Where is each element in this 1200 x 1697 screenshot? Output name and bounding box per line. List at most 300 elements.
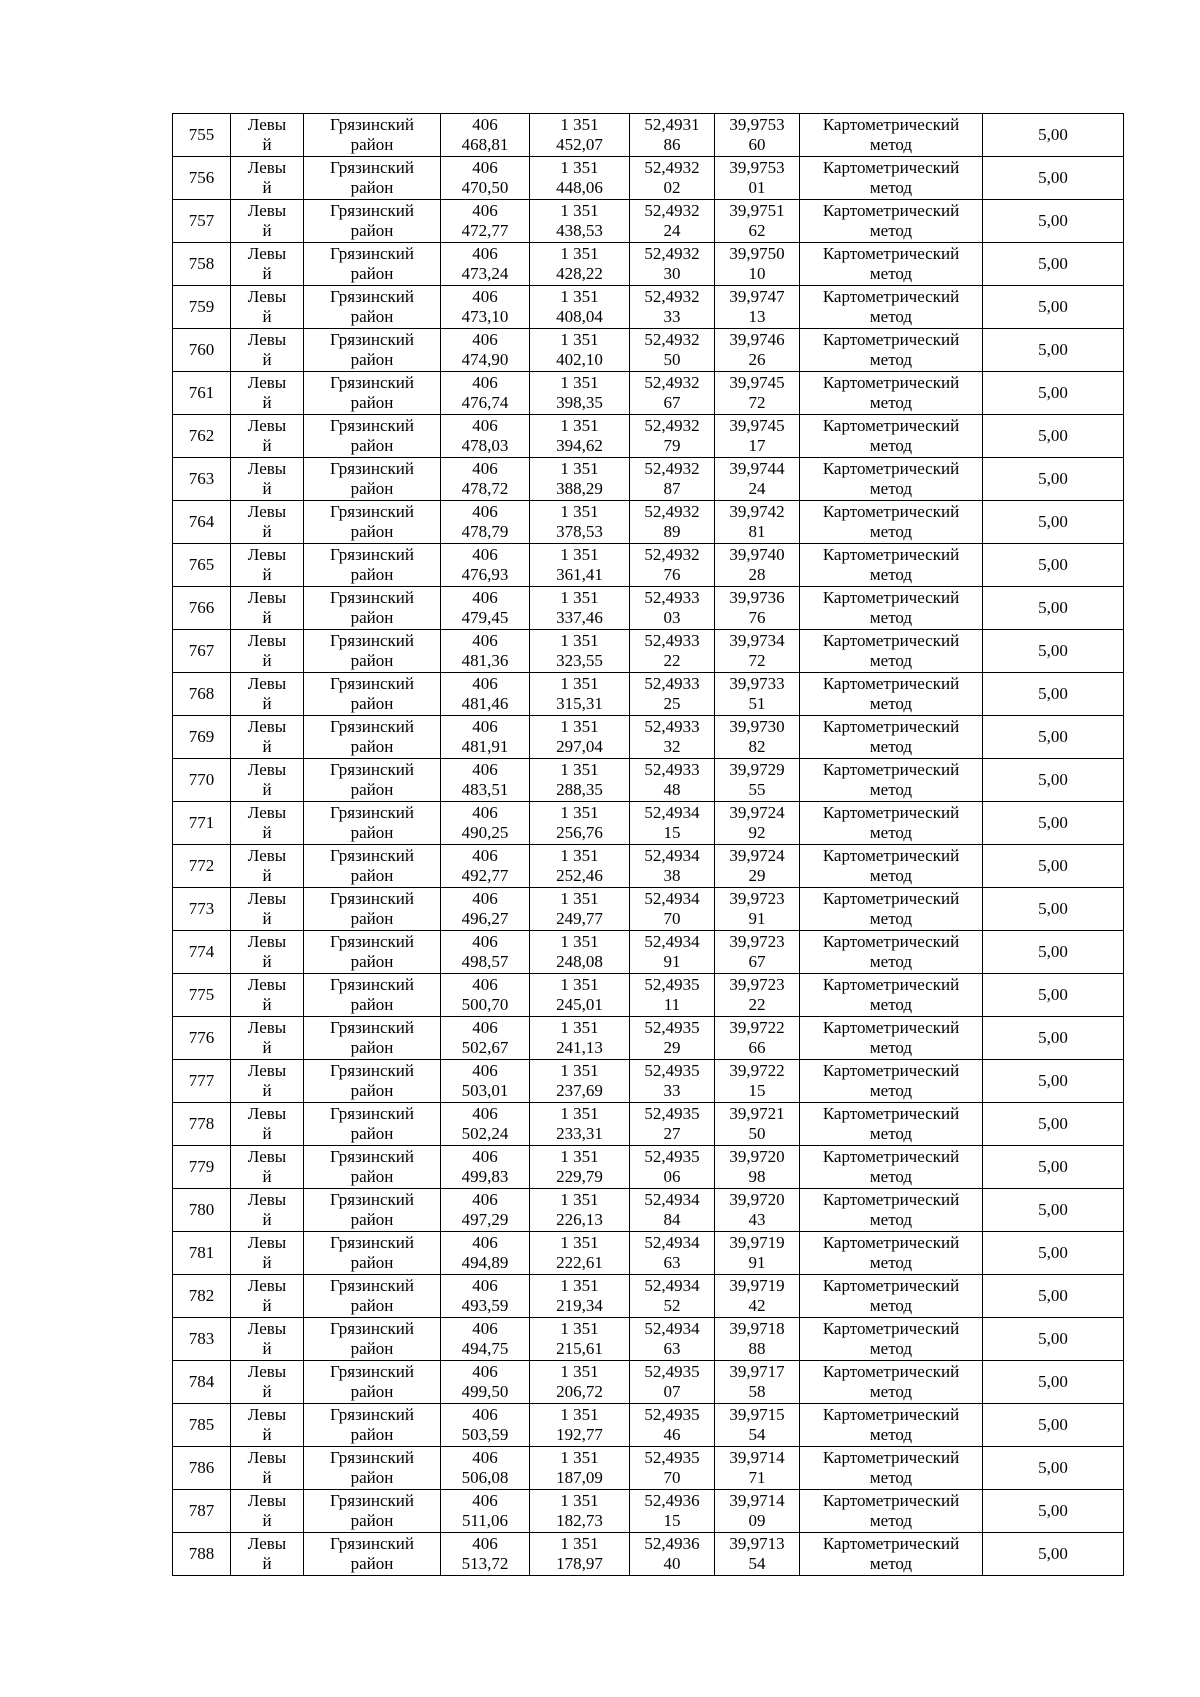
latitude-cell-text: 52,4935	[644, 1448, 700, 1467]
side-cell-text: й	[262, 1425, 272, 1444]
accuracy-cell	[983, 200, 1124, 243]
y-coordinate-cell-text: 1 351	[560, 1018, 599, 1037]
method-cell-text: метод	[869, 1081, 913, 1100]
y-coordinate-cell	[530, 802, 630, 845]
x-coordinate-cell-text: 406	[472, 244, 498, 263]
latitude-cell-text: 52,4936	[644, 1534, 700, 1553]
district-cell-text: Грязинский	[330, 1190, 414, 1209]
longitude-cell-text: 39,9744	[729, 459, 785, 478]
district-cell-text: район	[350, 178, 394, 197]
latitude-cell-text: 52,4931	[644, 115, 700, 134]
method-cell	[800, 544, 983, 587]
longitude-cell-text: 24	[748, 479, 766, 498]
table-row	[173, 200, 1124, 243]
district-cell	[304, 587, 441, 630]
longitude-cell-text: 50	[748, 1124, 766, 1143]
longitude-cell-text: 39,9745	[729, 373, 785, 392]
x-coordinate-cell-text: 406	[472, 287, 498, 306]
district-cell	[304, 1404, 441, 1447]
method-cell-text: метод	[869, 694, 913, 713]
side-cell	[231, 544, 304, 587]
longitude-cell-text: 39,9740	[729, 545, 785, 564]
longitude-cell	[715, 974, 800, 1017]
longitude-cell	[715, 587, 800, 630]
accuracy-cell	[983, 1361, 1124, 1404]
table-row	[173, 1146, 1124, 1189]
side-cell-text: Левы	[247, 287, 287, 306]
longitude-cell-text: 88	[748, 1339, 766, 1358]
method-cell-text: Картометрический	[822, 502, 960, 521]
latitude-cell-text: 07	[663, 1382, 681, 1401]
district-cell	[304, 200, 441, 243]
accuracy-cell	[983, 1060, 1124, 1103]
accuracy-cell-text: 5,00	[1038, 426, 1068, 445]
accuracy-cell	[983, 974, 1124, 1017]
latitude-cell	[630, 1490, 715, 1533]
point-number-cell-text: 773	[188, 899, 215, 918]
longitude-cell-text: 43	[748, 1210, 766, 1229]
latitude-cell-text: 32	[663, 737, 681, 756]
side-cell	[231, 1361, 304, 1404]
x-coordinate-cell-text: 406	[472, 975, 498, 994]
accuracy-cell-text: 5,00	[1038, 1071, 1068, 1090]
y-coordinate-cell-text: 1 351	[560, 889, 599, 908]
table-row	[173, 802, 1124, 845]
x-coordinate-cell-text: 476,93	[461, 565, 509, 584]
side-cell	[231, 888, 304, 931]
x-coordinate-cell	[441, 1490, 530, 1533]
latitude-cell-text: 52,4934	[644, 1276, 700, 1295]
point-number-cell-text: 775	[188, 985, 215, 1004]
longitude-cell-text: 39,9750	[729, 244, 785, 263]
x-coordinate-cell-text: 406	[472, 631, 498, 650]
accuracy-cell-text: 5,00	[1038, 1114, 1068, 1133]
side-cell	[231, 243, 304, 286]
side-cell-text: й	[262, 909, 272, 928]
longitude-cell	[715, 329, 800, 372]
accuracy-cell	[983, 587, 1124, 630]
point-number-cell	[173, 1318, 231, 1361]
longitude-cell	[715, 1318, 800, 1361]
y-coordinate-cell	[530, 630, 630, 673]
district-cell	[304, 759, 441, 802]
latitude-cell	[630, 974, 715, 1017]
table-row	[173, 587, 1124, 630]
latitude-cell-text: 52,4932	[644, 330, 700, 349]
accuracy-cell-text: 5,00	[1038, 684, 1068, 703]
longitude-cell-text: 39,9718	[729, 1319, 785, 1338]
x-coordinate-cell-text: 478,79	[461, 522, 509, 541]
side-cell-text: Левы	[247, 1319, 287, 1338]
side-cell-text: й	[262, 1038, 272, 1057]
district-cell-text: Грязинский	[330, 1233, 414, 1252]
y-coordinate-cell	[530, 1146, 630, 1189]
point-number-cell-text: 772	[188, 856, 215, 875]
longitude-cell-text: 39,9734	[729, 631, 785, 650]
side-cell-text: Левы	[247, 889, 287, 908]
method-cell-text: метод	[869, 1124, 913, 1143]
latitude-cell	[630, 544, 715, 587]
x-coordinate-cell	[441, 759, 530, 802]
x-coordinate-cell	[441, 1103, 530, 1146]
x-coordinate-cell	[441, 1275, 530, 1318]
side-cell	[231, 415, 304, 458]
latitude-cell-text: 11	[663, 995, 681, 1014]
accuracy-cell	[983, 630, 1124, 673]
x-coordinate-cell-text: 483,51	[461, 780, 509, 799]
point-number-cell	[173, 1232, 231, 1275]
longitude-cell	[715, 1146, 800, 1189]
point-number-cell-text: 779	[188, 1157, 215, 1176]
method-cell-text: метод	[869, 952, 913, 971]
latitude-cell	[630, 630, 715, 673]
side-cell-text: й	[262, 522, 272, 541]
longitude-cell	[715, 759, 800, 802]
accuracy-cell	[983, 1447, 1124, 1490]
district-cell	[304, 1490, 441, 1533]
longitude-cell-text: 10	[748, 264, 766, 283]
point-number-cell-text: 763	[188, 469, 215, 488]
district-cell	[304, 1533, 441, 1576]
x-coordinate-cell-text: 406	[472, 1405, 498, 1424]
y-coordinate-cell	[530, 1490, 630, 1533]
longitude-cell-text: 39,9722	[729, 1061, 785, 1080]
side-cell-text: Левы	[247, 1104, 287, 1123]
method-cell-text: Картометрический	[822, 1190, 960, 1209]
method-cell-text: Картометрический	[822, 158, 960, 177]
x-coordinate-cell-text: 406	[472, 1319, 498, 1338]
x-coordinate-cell-text: 406	[472, 502, 498, 521]
method-cell-text: Картометрический	[822, 1534, 960, 1553]
y-coordinate-cell-text: 1 351	[560, 459, 599, 478]
method-cell-text: метод	[869, 823, 913, 842]
side-cell-text: Левы	[247, 588, 287, 607]
district-cell-text: район	[350, 264, 394, 283]
point-number-cell-text: 769	[188, 727, 215, 746]
table-row	[173, 716, 1124, 759]
district-cell	[304, 243, 441, 286]
point-number-cell-text: 781	[188, 1243, 215, 1262]
accuracy-cell	[983, 1404, 1124, 1447]
x-coordinate-cell	[441, 544, 530, 587]
x-coordinate-cell-text: 479,45	[461, 608, 509, 627]
method-cell-text: Картометрический	[822, 1061, 960, 1080]
longitude-cell	[715, 1232, 800, 1275]
method-cell-text: Картометрический	[822, 1233, 960, 1252]
side-cell	[231, 845, 304, 888]
y-coordinate-cell-text: 323,55	[556, 651, 603, 670]
latitude-cell-text: 76	[663, 565, 681, 584]
side-cell	[231, 673, 304, 716]
point-number-cell	[173, 673, 231, 716]
side-cell-text: Левы	[247, 1362, 287, 1381]
method-cell-text: Картометрический	[822, 1104, 960, 1123]
latitude-cell	[630, 1060, 715, 1103]
district-cell-text: район	[350, 1296, 394, 1315]
x-coordinate-cell	[441, 673, 530, 716]
side-cell-text: Левы	[247, 1276, 287, 1295]
district-cell	[304, 1146, 441, 1189]
x-coordinate-cell	[441, 1146, 530, 1189]
x-coordinate-cell	[441, 1361, 530, 1404]
method-cell-text: Картометрический	[822, 1491, 960, 1510]
longitude-cell	[715, 1533, 800, 1576]
point-number-cell-text: 770	[188, 770, 215, 789]
y-coordinate-cell	[530, 1533, 630, 1576]
x-coordinate-cell-text: 406	[472, 846, 498, 865]
district-cell-text: район	[350, 1167, 394, 1186]
method-cell-text: Картометрический	[822, 1362, 960, 1381]
y-coordinate-cell	[530, 587, 630, 630]
longitude-cell	[715, 1490, 800, 1533]
latitude-cell	[630, 415, 715, 458]
y-coordinate-cell-text: 1 351	[560, 1104, 599, 1123]
side-cell-text: й	[262, 1253, 272, 1272]
longitude-cell	[715, 1275, 800, 1318]
method-cell	[800, 1060, 983, 1103]
accuracy-cell-text: 5,00	[1038, 1243, 1068, 1262]
latitude-cell-text: 15	[663, 1511, 681, 1530]
longitude-cell-text: 54	[748, 1425, 766, 1444]
district-cell-text: Грязинский	[330, 459, 414, 478]
point-number-cell	[173, 1103, 231, 1146]
method-cell-text: метод	[869, 1511, 913, 1530]
side-cell	[231, 759, 304, 802]
y-coordinate-cell-text: 394,62	[556, 436, 603, 455]
x-coordinate-cell-text: 503,59	[461, 1425, 509, 1444]
point-number-cell	[173, 1361, 231, 1404]
method-cell-text: Картометрический	[822, 459, 960, 478]
latitude-cell	[630, 1146, 715, 1189]
latitude-cell	[630, 372, 715, 415]
district-cell-text: Грязинский	[330, 1276, 414, 1295]
y-coordinate-cell-text: 1 351	[560, 1233, 599, 1252]
accuracy-cell	[983, 1146, 1124, 1189]
latitude-cell	[630, 673, 715, 716]
latitude-cell-text: 24	[663, 221, 681, 240]
y-coordinate-cell-text: 226,13	[556, 1210, 603, 1229]
y-coordinate-cell-text: 219,34	[556, 1296, 603, 1315]
y-coordinate-cell	[530, 286, 630, 329]
side-cell	[231, 372, 304, 415]
point-number-cell-text: 765	[188, 555, 215, 574]
side-cell	[231, 1275, 304, 1318]
side-cell-text: й	[262, 780, 272, 799]
y-coordinate-cell-text: 182,73	[556, 1511, 603, 1530]
district-cell-text: Грязинский	[330, 287, 414, 306]
point-number-cell	[173, 501, 231, 544]
latitude-cell-text: 91	[663, 952, 681, 971]
longitude-cell-text: 39,9720	[729, 1190, 785, 1209]
longitude-cell-text: 39,9745	[729, 416, 785, 435]
district-cell-text: район	[350, 780, 394, 799]
x-coordinate-cell-text: 503,01	[461, 1081, 509, 1100]
table-row	[173, 458, 1124, 501]
y-coordinate-cell-text: 1 351	[560, 373, 599, 392]
longitude-cell-text: 39,9713	[729, 1534, 785, 1553]
longitude-cell	[715, 1361, 800, 1404]
district-cell-text: район	[350, 651, 394, 670]
side-cell	[231, 630, 304, 673]
latitude-cell-text: 52,4932	[644, 545, 700, 564]
side-cell-text: й	[262, 1339, 272, 1358]
point-number-cell-text: 766	[188, 598, 215, 617]
point-number-cell-text: 780	[188, 1200, 215, 1219]
method-cell-text: Картометрический	[822, 631, 960, 650]
side-cell-text: Левы	[247, 1147, 287, 1166]
side-cell-text: й	[262, 393, 272, 412]
side-cell-text: Левы	[247, 1405, 287, 1424]
district-cell-text: район	[350, 522, 394, 541]
latitude-cell-text: 52,4935	[644, 1104, 700, 1123]
district-cell	[304, 802, 441, 845]
district-cell-text: район	[350, 436, 394, 455]
district-cell-text: район	[350, 1038, 394, 1057]
latitude-cell	[630, 1189, 715, 1232]
latitude-cell-text: 52,4932	[644, 459, 700, 478]
longitude-cell	[715, 845, 800, 888]
side-cell	[231, 286, 304, 329]
district-cell-text: Грязинский	[330, 846, 414, 865]
accuracy-cell-text: 5,00	[1038, 340, 1068, 359]
y-coordinate-cell	[530, 1318, 630, 1361]
side-cell-text: Левы	[247, 1190, 287, 1209]
x-coordinate-cell	[441, 716, 530, 759]
side-cell-text: й	[262, 264, 272, 283]
y-coordinate-cell-text: 1 351	[560, 631, 599, 650]
side-cell-text: й	[262, 694, 272, 713]
x-coordinate-cell	[441, 1060, 530, 1103]
longitude-cell-text: 62	[748, 221, 766, 240]
method-cell-text: метод	[869, 221, 913, 240]
accuracy-cell-text: 5,00	[1038, 211, 1068, 230]
point-number-cell	[173, 587, 231, 630]
district-cell	[304, 1189, 441, 1232]
side-cell	[231, 1060, 304, 1103]
point-number-cell-text: 787	[188, 1501, 215, 1520]
method-cell-text: Картометрический	[822, 1448, 960, 1467]
method-cell-text: метод	[869, 1167, 913, 1186]
accuracy-cell-text: 5,00	[1038, 254, 1068, 273]
x-coordinate-cell-text: 494,75	[461, 1339, 509, 1358]
longitude-cell	[715, 1060, 800, 1103]
y-coordinate-cell	[530, 931, 630, 974]
longitude-cell-text: 66	[748, 1038, 766, 1057]
district-cell	[304, 544, 441, 587]
table-row	[173, 286, 1124, 329]
y-coordinate-cell	[530, 1361, 630, 1404]
table-row	[173, 759, 1124, 802]
method-cell	[800, 501, 983, 544]
y-coordinate-cell-text: 1 351	[560, 330, 599, 349]
longitude-cell-text: 82	[748, 737, 766, 756]
x-coordinate-cell	[441, 1318, 530, 1361]
latitude-cell	[630, 157, 715, 200]
latitude-cell-text: 29	[663, 1038, 681, 1057]
latitude-cell-text: 70	[663, 1468, 681, 1487]
method-cell	[800, 1361, 983, 1404]
y-coordinate-cell-text: 256,76	[556, 823, 603, 842]
method-cell-text: Картометрический	[822, 373, 960, 392]
method-cell-text: метод	[869, 866, 913, 885]
district-cell-text: Грязинский	[330, 1104, 414, 1123]
longitude-cell	[715, 544, 800, 587]
district-cell	[304, 1060, 441, 1103]
table-row	[173, 845, 1124, 888]
latitude-cell-text: 22	[663, 651, 681, 670]
point-number-cell-text: 761	[188, 383, 215, 402]
x-coordinate-cell	[441, 415, 530, 458]
point-number-cell	[173, 372, 231, 415]
longitude-cell-text: 15	[748, 1081, 766, 1100]
y-coordinate-cell-text: 1 351	[560, 1405, 599, 1424]
district-cell	[304, 673, 441, 716]
x-coordinate-cell-text: 406	[472, 416, 498, 435]
x-coordinate-cell	[441, 501, 530, 544]
x-coordinate-cell-text: 473,24	[461, 264, 509, 283]
y-coordinate-cell-text: 248,08	[556, 952, 603, 971]
x-coordinate-cell	[441, 1404, 530, 1447]
side-cell-text: Левы	[247, 1233, 287, 1252]
longitude-cell	[715, 501, 800, 544]
side-cell-text: Левы	[247, 502, 287, 521]
x-coordinate-cell	[441, 458, 530, 501]
longitude-cell-text: 91	[748, 1253, 766, 1272]
district-cell	[304, 1275, 441, 1318]
side-cell-text: Левы	[247, 115, 287, 134]
point-number-cell	[173, 1017, 231, 1060]
y-coordinate-cell	[530, 1404, 630, 1447]
point-number-cell	[173, 1490, 231, 1533]
side-cell-text: Левы	[247, 674, 287, 693]
y-coordinate-cell-text: 1 351	[560, 932, 599, 951]
district-cell-text: Грязинский	[330, 803, 414, 822]
district-cell	[304, 630, 441, 673]
latitude-cell-text: 40	[663, 1554, 681, 1573]
side-cell-text: й	[262, 479, 272, 498]
y-coordinate-cell-text: 1 351	[560, 674, 599, 693]
accuracy-cell	[983, 372, 1124, 415]
method-cell-text: Картометрический	[822, 416, 960, 435]
method-cell-text: метод	[869, 1296, 913, 1315]
accuracy-cell	[983, 673, 1124, 716]
side-cell	[231, 587, 304, 630]
district-cell-text: Грязинский	[330, 115, 414, 134]
method-cell-text: Картометрический	[822, 545, 960, 564]
longitude-cell	[715, 1447, 800, 1490]
method-cell-text: метод	[869, 1210, 913, 1229]
latitude-cell	[630, 1017, 715, 1060]
latitude-cell	[630, 114, 715, 157]
district-cell-text: Грязинский	[330, 545, 414, 564]
side-cell-text: й	[262, 995, 272, 1014]
method-cell-text: метод	[869, 1554, 913, 1573]
point-number-cell	[173, 888, 231, 931]
longitude-cell-text: 39,9753	[729, 158, 785, 177]
method-cell	[800, 845, 983, 888]
y-coordinate-cell-text: 408,04	[556, 307, 603, 326]
x-coordinate-cell	[441, 888, 530, 931]
x-coordinate-cell-text: 497,29	[461, 1210, 509, 1229]
point-number-cell	[173, 286, 231, 329]
district-cell	[304, 501, 441, 544]
method-cell-text: Картометрический	[822, 932, 960, 951]
method-cell-text: метод	[869, 178, 913, 197]
x-coordinate-cell-text: 500,70	[461, 995, 509, 1014]
latitude-cell	[630, 587, 715, 630]
side-cell-text: й	[262, 1124, 272, 1143]
x-coordinate-cell	[441, 243, 530, 286]
